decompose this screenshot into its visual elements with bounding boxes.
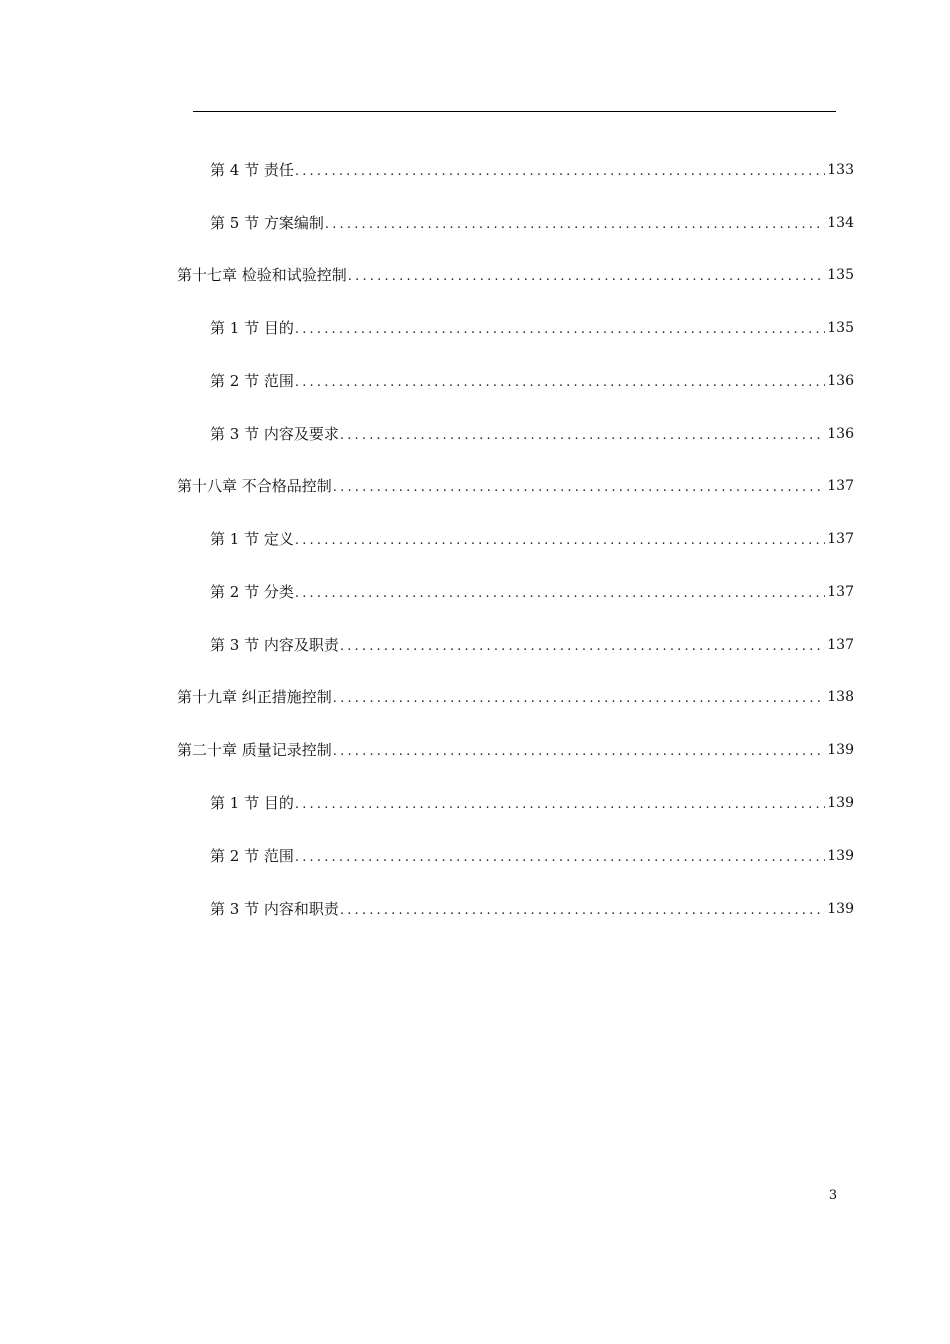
dot-leader (340, 423, 825, 445)
toc-entry-page: 139 (827, 795, 854, 811)
dot-leader (295, 370, 825, 392)
toc-entry-label: 第 3 节 内容及要求 (210, 425, 339, 443)
toc-entry-label: 第十七章 检验和试验控制 (177, 266, 347, 284)
toc-entry-page: 135 (827, 320, 854, 336)
toc-entry-page: 137 (827, 531, 854, 547)
toc-entry-label: 第 1 节 目的 (210, 319, 294, 337)
toc-entry[interactable] (177, 264, 854, 286)
dot-leader (333, 739, 825, 761)
dot-leader (340, 634, 825, 656)
page-number: 3 (828, 1188, 838, 1203)
header-rule (193, 111, 836, 112)
toc-entry[interactable] (177, 686, 854, 708)
toc-entry-page: 136 (827, 373, 854, 389)
toc-entry-label: 第 1 节 定义 (210, 530, 294, 548)
toc-entry-page: 139 (827, 742, 854, 758)
toc-entry[interactable] (210, 581, 854, 603)
dot-leader (333, 686, 825, 708)
toc-entry-page: 139 (827, 848, 854, 864)
toc-entry[interactable] (210, 212, 854, 234)
dot-leader (295, 317, 825, 339)
toc-entry-page: 136 (827, 426, 854, 442)
toc-entry-page: 137 (827, 478, 854, 494)
toc-entry-label: 第 5 节 方案编制 (210, 214, 324, 232)
toc-entry-page: 133 (827, 162, 854, 178)
toc-entry-label: 第二十章 质量记录控制 (177, 741, 332, 759)
toc-entry-page: 137 (827, 637, 854, 653)
toc-entry-label: 第 4 节 责任 (210, 161, 294, 179)
toc-entry[interactable] (210, 792, 854, 814)
toc-entry[interactable] (210, 423, 854, 445)
toc-entry-page: 138 (827, 689, 854, 705)
toc-entry-page: 134 (827, 215, 854, 231)
dot-leader (348, 264, 825, 286)
toc-entry[interactable] (210, 898, 854, 920)
toc-entry-label: 第 3 节 内容和职责 (210, 900, 339, 918)
dot-leader (295, 792, 825, 814)
dot-leader (295, 159, 825, 181)
toc-entry[interactable] (210, 634, 854, 656)
toc-entry[interactable] (210, 528, 854, 550)
toc-entry-label: 第十九章 纠正措施控制 (177, 688, 332, 706)
dot-leader (295, 528, 825, 550)
toc-entry-page: 135 (827, 267, 854, 283)
toc-entry-label: 第 3 节 内容及职责 (210, 636, 339, 654)
toc-entry-page: 139 (827, 901, 854, 917)
dot-leader (340, 898, 825, 920)
toc-entry[interactable] (210, 159, 854, 181)
dot-leader (295, 581, 825, 603)
toc-entry-page: 137 (827, 584, 854, 600)
dot-leader (295, 845, 825, 867)
dot-leader (333, 475, 825, 497)
toc-entry[interactable] (210, 845, 854, 867)
toc-entry-label: 第 2 节 分类 (210, 583, 294, 601)
toc-entry-label: 第十八章 不合格品控制 (177, 477, 332, 495)
dot-leader (325, 212, 825, 234)
toc-entry-label: 第 2 节 范围 (210, 372, 294, 390)
toc-entry[interactable] (210, 370, 854, 392)
toc-entry[interactable] (177, 739, 854, 761)
toc-entry[interactable] (210, 317, 854, 339)
toc-entry-label: 第 2 节 范围 (210, 847, 294, 865)
toc-entry[interactable] (177, 475, 854, 497)
toc-entry-label: 第 1 节 目的 (210, 794, 294, 812)
